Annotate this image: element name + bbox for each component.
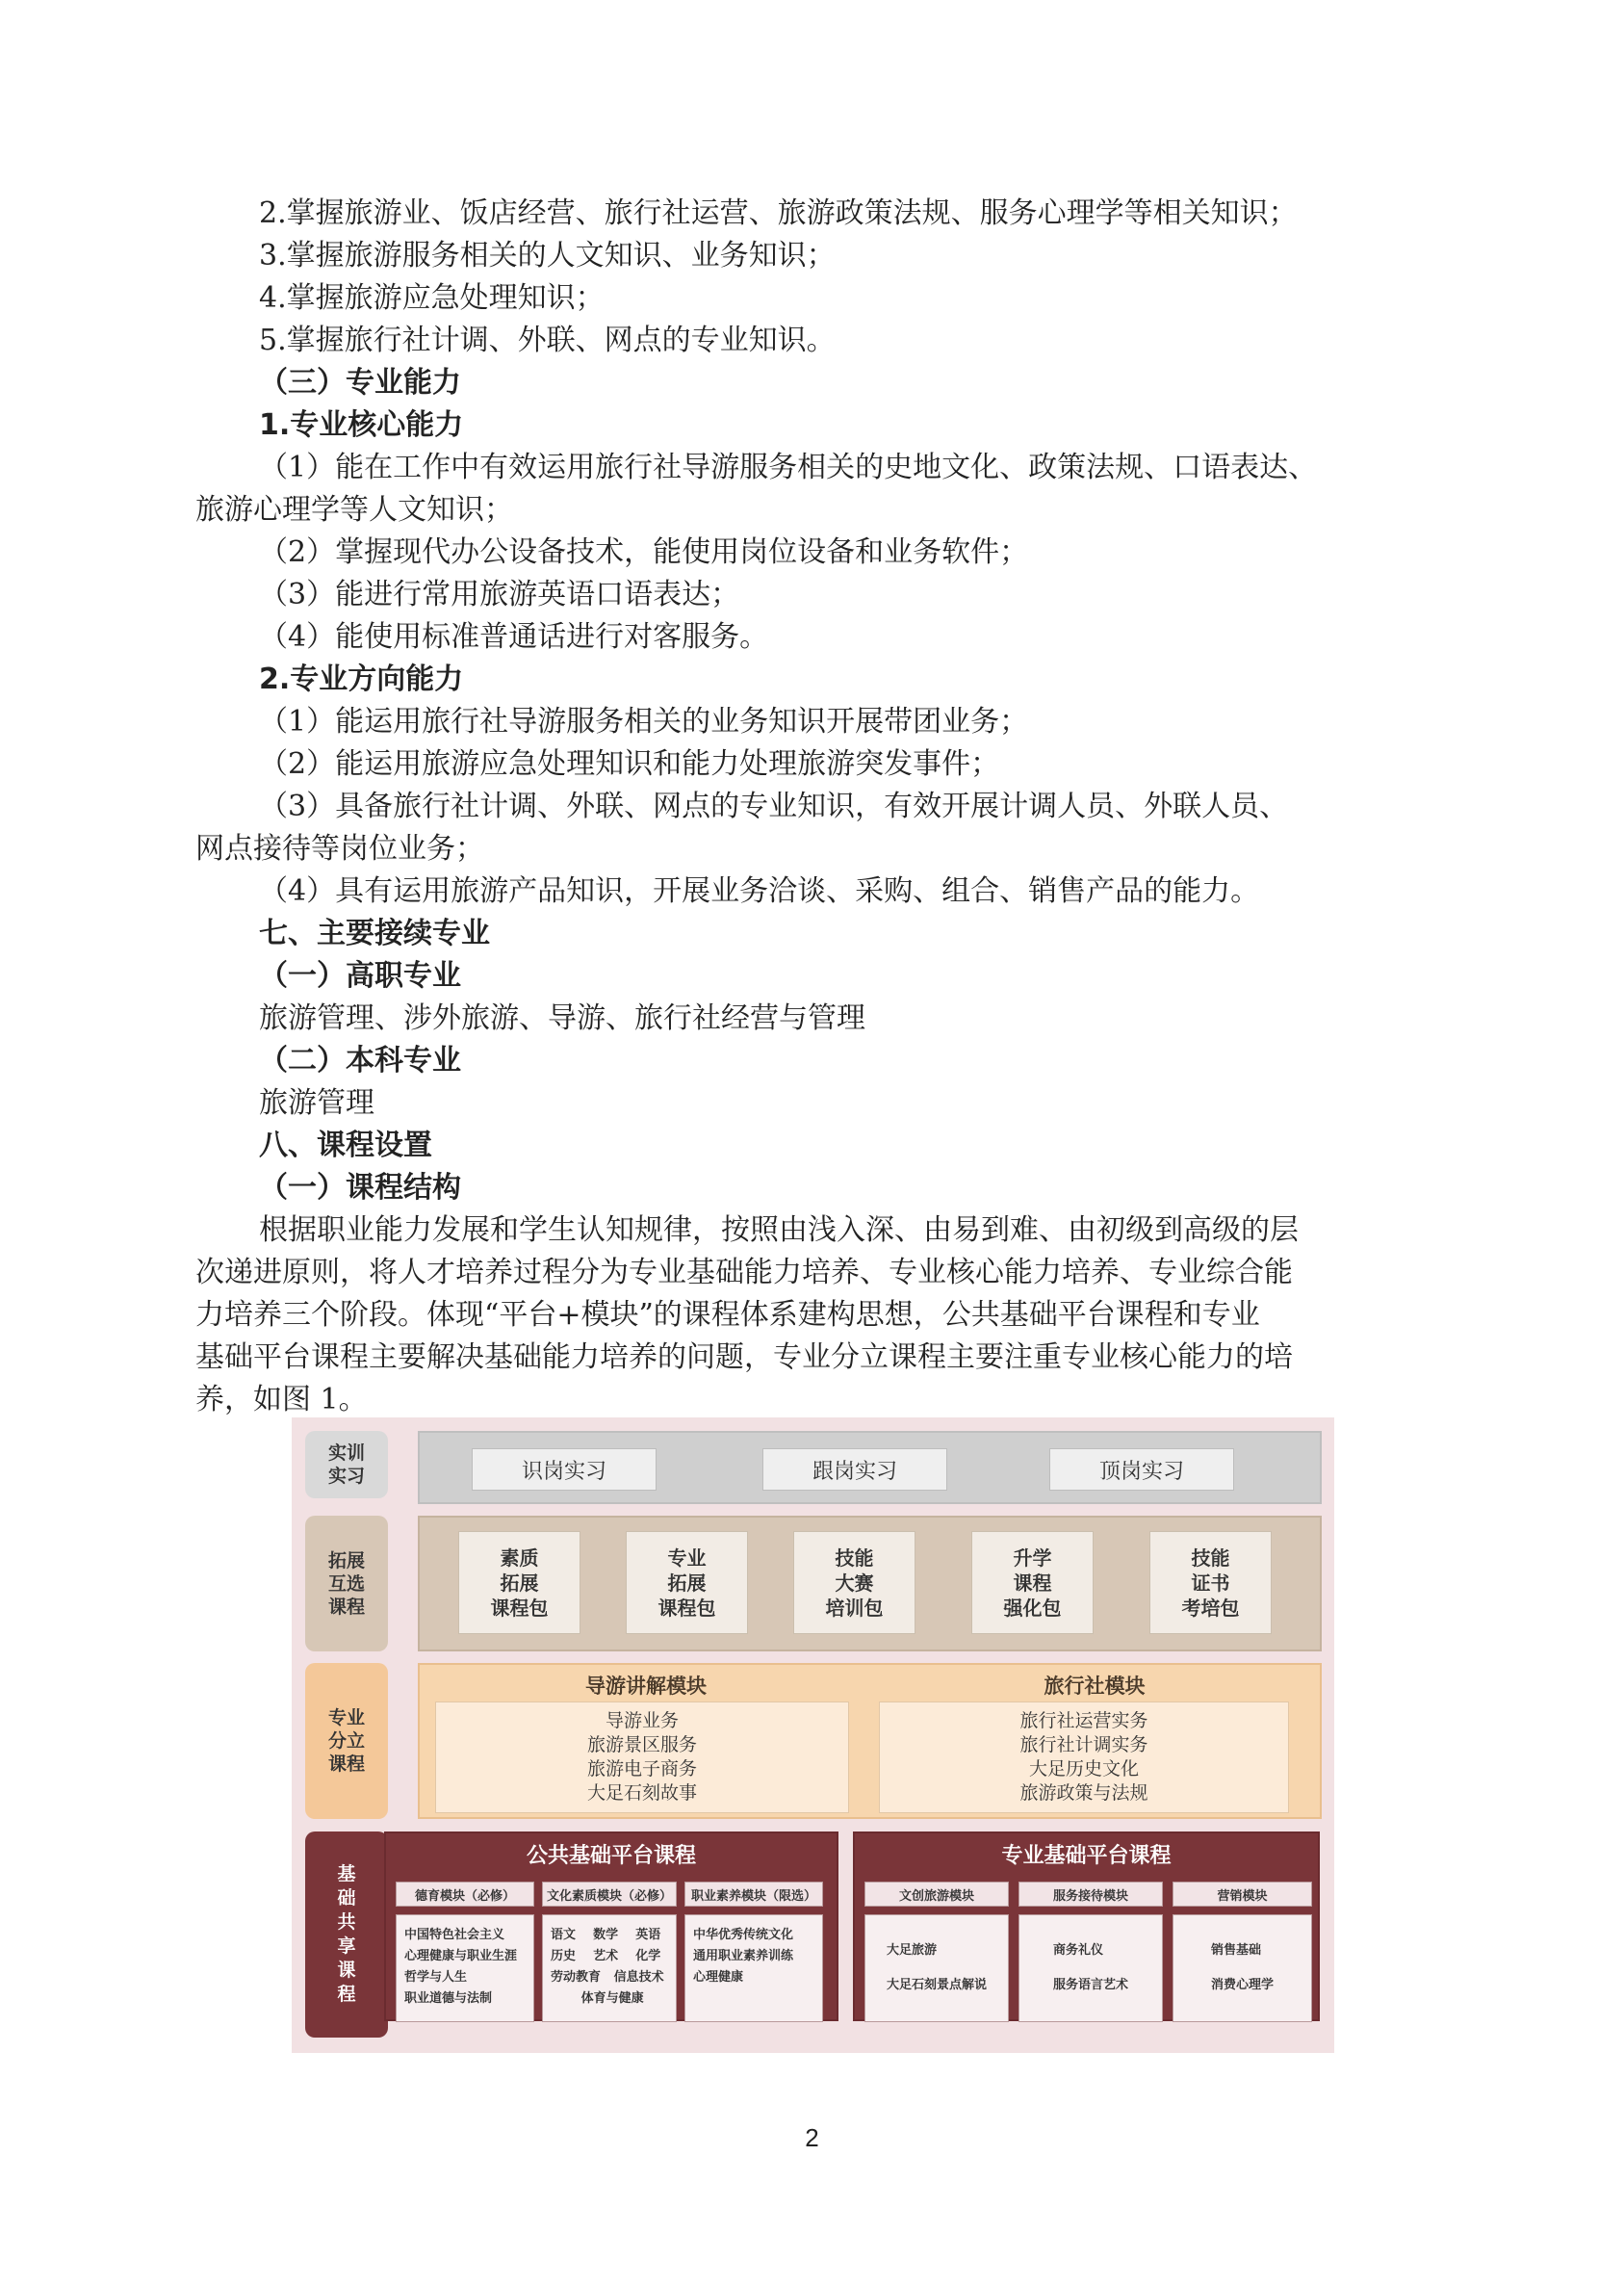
major-base-title: 专业基础平台课程 (1001, 1844, 1172, 1868)
text-line: （4）能使用标准普通话进行对客服务。 (259, 620, 769, 654)
sub-heading: （一）课程结构 (259, 1171, 461, 1205)
practice-row (418, 1431, 1322, 1504)
sub-heading: （一）高职专业 (259, 959, 461, 993)
practice-item: 识岗实习 (472, 1448, 657, 1491)
sub-heading: 2.专业方向能力 (259, 662, 464, 696)
text-line: 次递进原则，将人才培养过程分为专业基础能力培养、专业核心能力培养、专业综合能 (195, 1256, 1293, 1289)
module-body: 语文 数学 英语 历史 艺术 化学 劳动教育 信息技术 体育与健康 (542, 1914, 677, 2022)
text-line: （2）掌握现代办公设备技术，能使用岗位设备和业务软件； (259, 535, 1029, 569)
module-body: 商务礼仪 服务语言艺术 (1018, 1914, 1163, 2022)
module-head: 职业素养模块（限选） (684, 1882, 823, 1907)
sub-heading: 1.专业核心能力 (259, 408, 464, 442)
text-line: 5.掌握旅行社计调、外联、网点的专业知识。 (259, 324, 836, 357)
label-extension: 拓展 互选 课程 (305, 1516, 388, 1651)
text-line: 养，如图 1。 (195, 1383, 368, 1416)
package-card: 专业 拓展 课程包 (626, 1531, 748, 1634)
module-body: 中国特色社会主义 心理健康与职业生涯 哲学与人生 职业道德与法制 (396, 1914, 534, 2022)
label-base: 基 础 共 享 课 程 (305, 1831, 388, 2038)
section-heading: （三）专业能力 (259, 366, 461, 400)
text-line: （3）能进行常用旅游英语口语表达； (259, 578, 740, 611)
sub-heading: （二）本科专业 (259, 1044, 461, 1078)
module-head: 营销模块 (1173, 1882, 1312, 1907)
module-head: 文创旅游模块 (864, 1882, 1009, 1907)
extension-row (418, 1516, 1322, 1651)
public-base-title: 公共基础平台课程 (526, 1844, 696, 1868)
section-heading: 七、主要接续专业 (259, 917, 490, 950)
text-line: 4.掌握旅游应急处理知识； (259, 281, 605, 315)
text-line: （1）能运用旅行社导游服务相关的业务知识开展带团业务； (259, 705, 1029, 739)
text-line: 力培养三个阶段。体现“平台+模块”的课程体系建构思想，公共基础平台课程和专业 (195, 1298, 1260, 1332)
text-line: 3.掌握旅游服务相关的人文知识、业务知识； (259, 239, 836, 273)
guide-module-list: 导游业务 旅游景区服务 旅游电子商务 大足石刻故事 (435, 1702, 849, 1813)
practice-item: 跟岗实习 (762, 1448, 947, 1491)
text-line: 基础平台课程主要解决基础能力培养的问题，专业分立课程主要注重专业核心能力的培 (195, 1340, 1293, 1374)
module-head: 德育模块（必修） (396, 1882, 534, 1907)
text-line: 网点接待等岗位业务； (195, 832, 484, 866)
text-line: 旅游管理、涉外旅游、导游、旅行社经营与管理 (259, 1001, 865, 1035)
package-card: 技能 大赛 培训包 (793, 1531, 915, 1634)
package-card: 素质 拓展 课程包 (458, 1531, 580, 1634)
module-head: 服务接待模块 (1018, 1882, 1163, 1907)
package-card: 升学 课程 强化包 (971, 1531, 1094, 1634)
text-line: 根据职业能力发展和学生认知规律，按照由浅入深、由易到难、由初级到高级的层 (259, 1213, 1299, 1247)
text-line: 2.掌握旅游业、饭店经营、旅行社运营、旅游政策法规、服务心理学等相关知识； (259, 196, 1298, 230)
major-base-panel (853, 1831, 1320, 2021)
module-body: 大足旅游 大足石刻景点解说 (864, 1914, 1009, 2022)
practice-item: 顶岗实习 (1049, 1448, 1234, 1491)
text-line: （1）能在工作中有效运用旅行社导游服务相关的史地文化、政策法规、口语表达、 (259, 451, 1318, 484)
page-number: 2 (805, 2123, 819, 2152)
text-line: （4）具有运用旅游产品知识，开展业务洽谈、采购、组合、销售产品的能力。 (259, 874, 1260, 908)
public-base-panel (384, 1831, 838, 2021)
text-line: 旅游管理 (259, 1086, 374, 1120)
section-heading: 八、课程设置 (259, 1129, 432, 1162)
text-line: （3）具备旅行社计调、外联、网点的专业知识，有效开展计调人员、外联人员、 (259, 790, 1289, 823)
curriculum-structure-diagram (292, 1417, 1334, 2053)
split-row (418, 1663, 1322, 1819)
module-body: 销售基础 消费心理学 (1173, 1914, 1312, 2022)
label-practice: 实训 实习 (305, 1431, 388, 1498)
text-line: 旅游心理学等人文知识； (195, 493, 513, 527)
module-head: 文化素质模块（必修） (542, 1882, 677, 1907)
text-line: （2）能运用旅游应急处理知识和能力处理旅游突发事件； (259, 747, 1000, 781)
guide-module-title: 导游讲解模块 (585, 1675, 707, 1698)
package-card: 技能 证书 考培包 (1149, 1531, 1272, 1634)
module-body: 中华优秀传统文化 通用职业素养训练 心理健康 (684, 1914, 823, 2022)
label-split: 专业 分立 课程 (305, 1663, 388, 1819)
agency-module-list: 旅行社运营实务 旅行社计调实务 大足历史文化 旅游政策与法规 (879, 1702, 1289, 1813)
agency-module-title: 旅行社模块 (1044, 1675, 1146, 1698)
